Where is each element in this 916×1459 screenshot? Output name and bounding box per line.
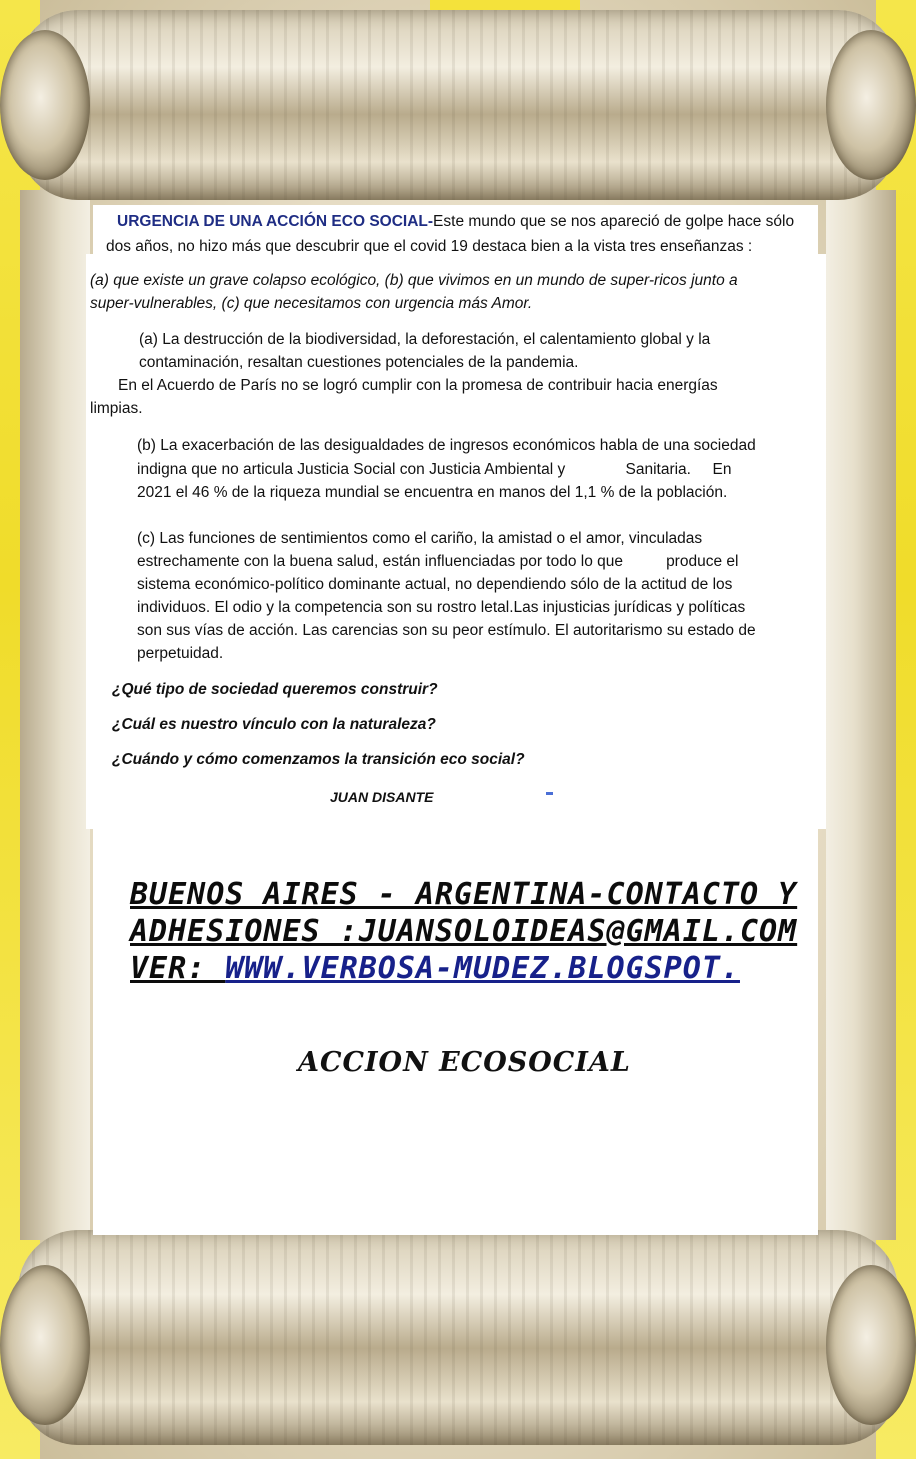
closing-title: ACCION ECOSOCIAL <box>298 1047 631 1078</box>
para-b-line-2: indigna que no articula Justicia Social con Justicia Ambiental y Sanitaria. En <box>137 461 732 478</box>
contact-line-1: BUENOS AIRES - ARGENTINA-CONTACTO Y <box>130 877 798 912</box>
decorative-dash <box>546 792 553 795</box>
para-a-line-3: En el Acuerdo de París no se logró cumplir con la promesa de contribuir hacia energías <box>118 377 718 394</box>
scroll-roll-end-bottom-right <box>826 1265 916 1425</box>
lessons-line-1: (a) que existe un grave colapso ecológico, (b) que vivimos en un mundo de super-ricos junto a <box>90 272 738 289</box>
scroll-bottom-roll <box>18 1230 898 1445</box>
para-c-line-5: son sus vías de acción. Las carencias son su peor estímulo. El autoritarismo su estado de <box>137 622 756 639</box>
para-a-line-1: (a) La destrucción de la biodiversidad, la deforestación, el calentamiento global y la <box>139 331 711 348</box>
scroll-side-left <box>20 190 90 1240</box>
scroll-roll-end-bottom-left <box>0 1265 90 1425</box>
question-3: ¿Cuándo y cómo comenzamos la transición eco social? <box>112 751 525 768</box>
para-b-line-1: (b) La exacerbación de las desigualdades de ingresos económicos habla de una sociedad <box>137 437 756 454</box>
para-c-line-6: perpetuidad. <box>137 645 224 662</box>
para-c-line-3: sistema económico-político dominante actual, no dependiendo sólo de la actitud de los <box>137 576 733 593</box>
para-a-line-2: contaminación, resaltan cuestiones potenciales de la pandemia. <box>139 354 579 371</box>
para-c-line-4: individuos. El odio y la competencia son su rostro letal.Las injusticias jurídicas y políticas <box>137 599 746 616</box>
lessons-line-2: super-vulnerables, (c) que necesitamos con urgencia más Amor. <box>90 295 533 312</box>
ver-label: VER: <box>130 951 226 986</box>
intro-title: URGENCIA DE UNA ACCIÓN ECO SOCIAL- <box>117 213 434 230</box>
scroll-side-right <box>826 190 896 1240</box>
scroll-top-roll <box>18 10 898 200</box>
blog-line <box>130 952 740 986</box>
question-1: ¿Qué tipo de sociedad queremos construir? <box>112 681 438 698</box>
scroll-roll-end-top-right <box>826 30 916 180</box>
para-b-line-3: 2021 el 46 % de la riqueza mundial se encuentra en manos del 1,1 % de la población. <box>137 484 728 501</box>
para-c-line-1: (c) Las funciones de sentimientos como el cariño, la amistad o el amor, vinculadas <box>137 530 703 547</box>
intro-line-2: dos años, no hizo más que descubrir que el covid 19 destaca bien a la vista tres enseñanzas : <box>106 238 753 255</box>
intro-text: Este mundo que se nos apareció de golpe hace sólo <box>433 213 795 230</box>
blog-link[interactable]: WWW.VERBOSA-MUDEZ.BLOGSPOT. <box>225 951 740 986</box>
intro-line-1 <box>117 211 794 234</box>
para-a-line-4: limpias. <box>90 400 143 417</box>
question-2: ¿Cuál es nuestro vínculo con la naturaleza? <box>112 716 436 733</box>
para-c-line-2: estrechamente con la buena salud, están influenciadas por todo lo que produce el <box>137 553 739 570</box>
contact-line-2: ADHESIONES :JUANSOLOIDEAS@GMAIL.COM <box>130 914 798 949</box>
author-name: JUAN DISANTE <box>330 789 434 805</box>
scroll-roll-end-top-left <box>0 30 90 180</box>
